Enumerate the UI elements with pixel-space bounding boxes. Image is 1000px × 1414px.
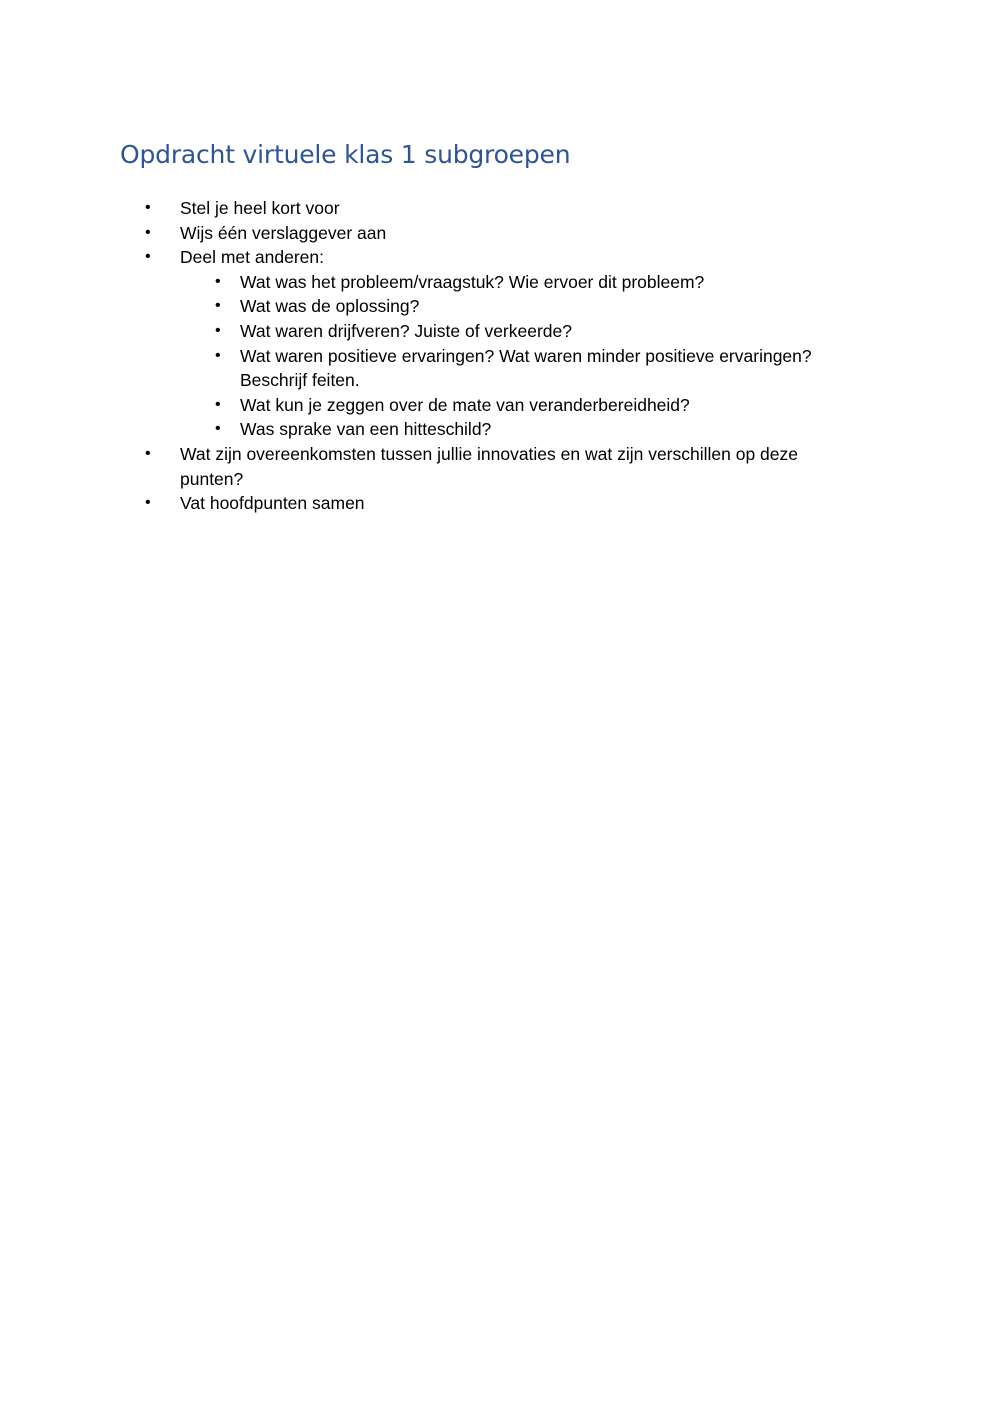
nested-list-item <box>215 319 865 344</box>
list-item-text: Wat zijn overeenkomsten tussen jullie innovaties en wat zijn verschillen op deze punten? <box>180 443 799 489</box>
bullet-icon: • <box>215 395 221 413</box>
nested-list-item <box>215 294 865 319</box>
nested-list-item <box>215 393 865 418</box>
list-item <box>145 442 865 491</box>
document-title: Opdracht virtuele klas 1 subgroepen <box>120 140 571 169</box>
list-item-text: Vat hoofdpunten samen <box>180 493 365 514</box>
nested-list-item <box>215 344 865 393</box>
nested-bullet-list <box>180 270 865 442</box>
nested-list-item-text: Wat waren drijfveren? Juiste of verkeerde? <box>240 320 573 341</box>
bullet-icon: • <box>215 346 221 364</box>
bullet-icon: • <box>215 321 221 339</box>
bullet-icon: • <box>145 494 151 512</box>
nested-list-item-text: Wat was het probleem/vraagstuk? Wie ervoer dit probleem? <box>240 271 705 292</box>
bullet-icon: • <box>145 199 151 216</box>
bullet-icon: • <box>145 248 151 266</box>
nested-list-item-text: Wat was de oplossing? <box>240 296 420 317</box>
bullet-icon: • <box>145 444 151 462</box>
list-item-text: Deel met anderen: <box>180 247 324 268</box>
bullet-list <box>145 196 865 516</box>
list-item <box>145 221 865 246</box>
nested-list-item-text: Was sprake van een hitteschild? <box>240 419 492 440</box>
bullet-icon: • <box>215 272 221 290</box>
list-item-text: Stel je heel kort voor <box>180 198 340 218</box>
nested-list-item-text: Wat kun je zeggen over de mate van veranderbereidheid? <box>240 394 690 415</box>
list-item-text: Wijs één verslaggever aan <box>180 222 387 243</box>
list-item <box>145 491 865 516</box>
nested-list-item <box>215 270 865 295</box>
nested-list-item-text: Wat waren positieve ervaringen? Wat waren minder positieve ervaringen? Beschrijf feiten. <box>240 345 812 391</box>
nested-list-item <box>215 417 865 442</box>
list-item <box>145 245 865 442</box>
bullet-icon: • <box>215 420 221 438</box>
list-item <box>145 196 865 221</box>
bullet-icon: • <box>145 223 151 241</box>
bullet-icon: • <box>215 297 221 315</box>
